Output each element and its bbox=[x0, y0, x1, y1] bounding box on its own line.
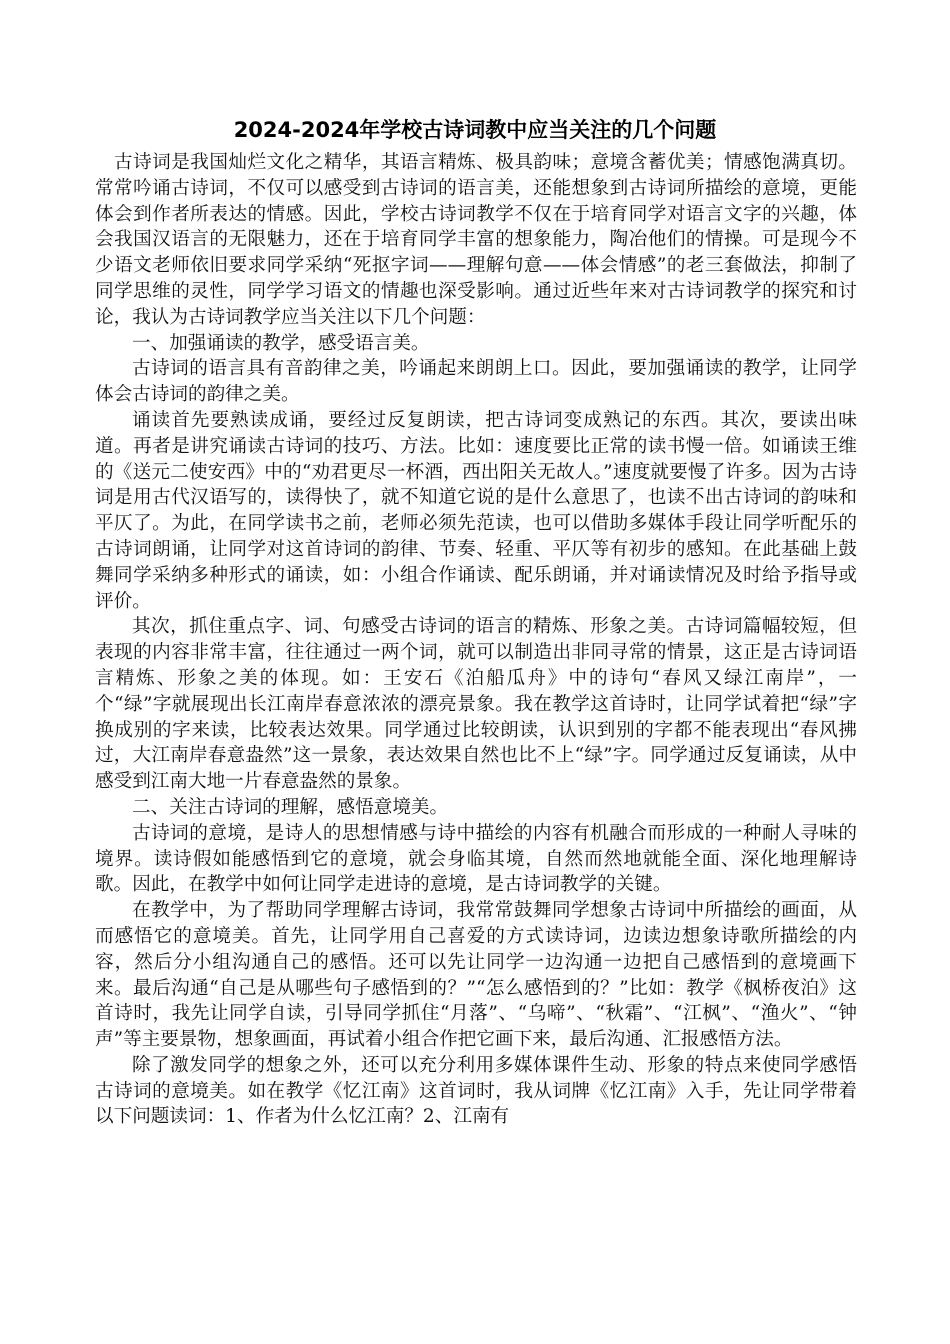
body-paragraph: 除了激发同学的想象之外，还可以充分利用多媒体课件生动、形象的特点来使同学感悟古诗词的意境美。如在教学《忆江南》这首词时，我从词牌《忆江南》入手，先让同学带着以下问题读词：1、作者为什么忆江南？2、江南有 bbox=[95, 1054, 857, 1128]
section-heading-1: 一、加强诵读的教学，感受语言美。 bbox=[132, 332, 430, 354]
document-title: 2024-2024年学校古诗词教中应当关注的几个问题 bbox=[233, 118, 717, 142]
body-paragraph: 其次，抓住重点字、词、句感受古诗词的语言的精炼、形象之美。古诗词篇幅较短，但表现的内容非常丰富，往往通过一两个词，就可以制造出非同寻常的情景，这正是古诗词语言精炼、形象之美的体现。如：王安石《泊船瓜舟》中的诗句“春风又绿江南岸”，一个“绿”字就展现出长江南岸春意浓浓的漂亮景象。我在教学这首诗时，让同学试着把“绿”字换成别的字来读，比较表达效果。同学通过比较朗读，认识到别的字都不能表现出“春风拂过，大江南岸春意盎然”这一景象，表达效果自然也比不上“绿”字。同学通过反复诵读，从中感受到江南大地一片春意盎然的景象。 bbox=[95, 616, 857, 793]
body-paragraph: 诵读首先要熟读成诵，要经过反复朗读，把古诗词变成熟记的东西。其次，要读出味道。再者是讲究诵读古诗词的技巧、方法。比如：速度要比正常的读书慢一倍。如诵读王维的《送元二使安西》中的“劝君更尽一杯酒，西出阳关无故人。”速度就要慢了许多。因为古诗词是用古代汉语写的，读得快了，就不知道它说的是什么意思了，也读不出古诗词的韵味和平仄了。为此，在同学读书之前，老师必须先范读，也可以借助多媒体手段让同学听配乐的古诗词朗诵，让同学对这首诗词的韵律、节奏、轻重、平仄等有初步的感知。在此基础上鼓舞同学采纳多种形式的诵读，如：小组合作诵读、配乐朗诵，并对诵读情况及时给予指导或评价。 bbox=[95, 409, 857, 612]
section-heading-2: 二、关注古诗词的理解，感悟意境美。 bbox=[132, 796, 449, 818]
document-body bbox=[95, 150, 857, 1130]
body-paragraph: 古诗词的语言具有音韵律之美，吟诵起来朗朗上口。因此，要加强诵读的教学，让同学体会古诗词的韵律之美。 bbox=[95, 358, 857, 406]
body-paragraph: 在教学中，为了帮助同学理解古诗词，我常常鼓舞同学想象古诗词中所描绘的画面，从而感悟它的意境美。首先，让同学用自己喜爱的方式读诗词，边读边想象诗歌所描绘的内容，然后分小组沟通自己的感悟。还可以先让同学一边沟通一边把自己感悟到的意境画下来。最后沟通“自己是从哪些句子感悟到的？”“怎么感悟到的？”比如：教学《枫桥夜泊》这首诗时，我先让同学自读，引导同学抓住“月落”、“乌啼”、“秋霜”、“江枫”、“渔火”、“钟声”等主要景物，想象画面，再试着小组合作把它画下来，最后沟通、汇报感悟方法。 bbox=[95, 900, 857, 1051]
intro-paragraph: 古诗词是我国灿烂文化之精华，其语言精炼、极具韵味；意境含蓄优美；情感饱满真切。常常吟诵古诗词，不仅可以感受到古诗词的语言美，还能想象到古诗词所描绘的意境，更能体会到作者所表达的情感。因此，学校古诗词教学不仅在于培育同学对语言文字的兴趣，体会我国汉语言的无限魅力，还在于培育同学丰富的想象能力，陶冶他们的情操。可是现今不少语文老师依旧要求同学采纳“死抠字词——理解句意——体会情感”的老三套做法，抑制了同学思维的灵性，同学学习语文的情趣也深受影响。通过近些年来对古诗词教学的探究和讨论，我认为古诗词教学应当关注以下几个问题： bbox=[95, 152, 857, 328]
body-paragraph: 古诗词的意境，是诗人的思想情感与诗中描绘的内容有机融合而形成的一种耐人寻味的境界。读诗假如能感悟到它的意境，就会身临其境，自然而然地就能全面、深化地理解诗歌。因此，在教学中如何让同学走进诗的意境，是古诗词教学的关键。 bbox=[95, 822, 857, 896]
